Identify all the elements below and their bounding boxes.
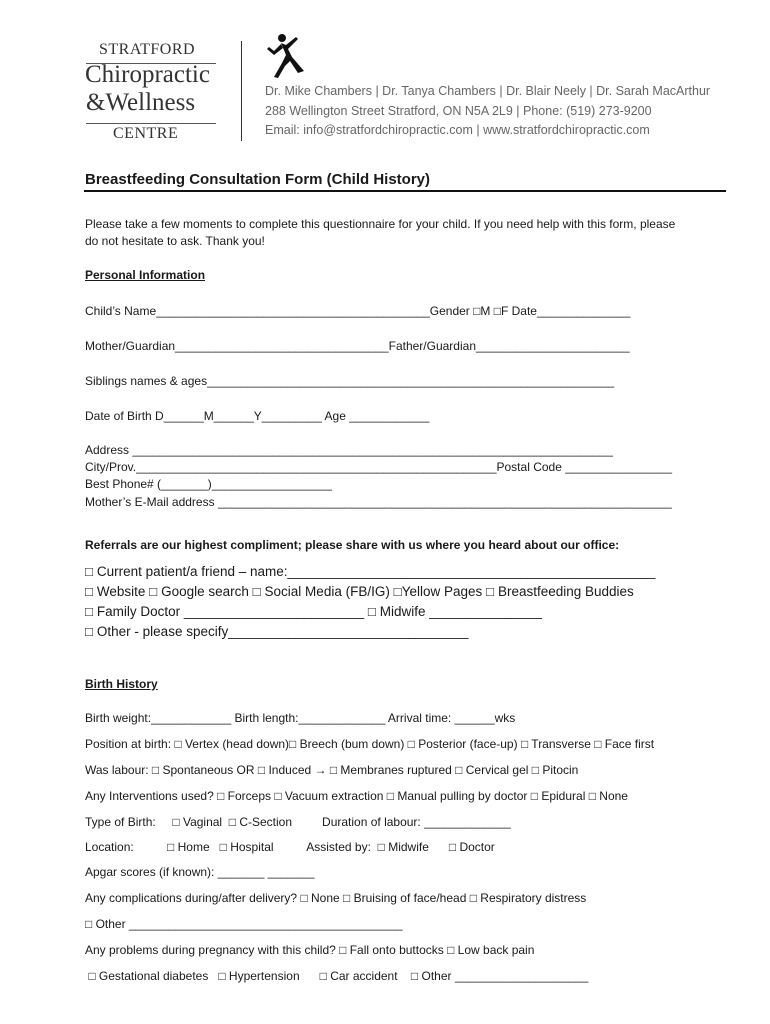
- pregnancy-problems-options-row[interactable]: □ Gestational diabetes □ Hypertension □ Car accident □ Other ____________________: [85, 969, 589, 983]
- birth-history-heading: Birth History: [85, 677, 158, 691]
- labour-row[interactable]: Was labour: □ Spontaneous OR □ Induced → □ Membranes ruptured □ Cervical gel □ Pitocin: [85, 763, 579, 777]
- referral-other[interactable]: □ Other - please specify________________________________: [85, 624, 469, 639]
- address-field[interactable]: Address ________________________________________________________________________: [85, 443, 613, 457]
- type-of-birth-row[interactable]: Type of Birth: □ Vaginal □ C-Section Duration of labour: _____________: [85, 815, 511, 829]
- siblings-field[interactable]: Siblings names & ages_____________________________________________________________: [85, 374, 615, 388]
- header-doctors: Dr. Mike Chambers | Dr. Tanya Chambers | Dr. Blair Neely | Dr. Sarah MacArthur: [265, 84, 711, 98]
- intro-text-line1: Please take a few moments to complete this questionnaire for your child. If you need help with this form, please: [85, 217, 676, 231]
- header-contact: Email: info@stratfordchiropractic.com | www.stratfordchiropractic.com: [265, 123, 650, 137]
- logo-line-centre: CENTRE: [113, 125, 179, 142]
- personal-info-heading: Personal Information: [85, 268, 206, 282]
- mother-email-field[interactable]: Mother’s E-Mail address ____________________________________________________________________: [85, 495, 672, 509]
- logo-line-stratford: STRATFORD: [99, 41, 196, 58]
- referral-heading: Referrals are our highest compliment; please share with us where you heard about our office:: [85, 538, 620, 552]
- best-phone-field[interactable]: Best Phone# (_______)__________________: [85, 477, 332, 491]
- childs-name-field[interactable]: Child’s Name_________________________________________Gender □M □F Date______________: [85, 304, 631, 318]
- title-underline: [84, 190, 726, 192]
- header-address: 288 Wellington Street Stratford, ON N5A 2L9 | Phone: (519) 273-9200: [265, 104, 652, 118]
- referral-doctor-midwife-row[interactable]: □ Family Doctor ________________________ □ Midwife _______________: [85, 604, 542, 619]
- complications-other-row[interactable]: □ Other _________________________________________: [85, 917, 403, 931]
- city-prov-field[interactable]: City/Prov.______________________________________________________Postal Code ________________: [85, 460, 672, 474]
- intro-text-line2: do not hesitate to ask. Thank you!: [85, 234, 265, 248]
- pregnancy-problems-row[interactable]: Any problems during pregnancy with this child? □ Fall onto buttocks □ Low back pain: [85, 943, 535, 957]
- logo-rule-bottom: [86, 123, 216, 124]
- kicking-figure-icon: [262, 33, 310, 79]
- logo-line-wellness: &Wellness: [86, 89, 196, 116]
- form-title: Breastfeeding Consultation Form (Child History): [85, 171, 431, 188]
- complications-row[interactable]: Any complications during/after delivery? □ None □ Bruising of face/head □ Respiratory distress: [85, 891, 587, 905]
- position-at-birth-row[interactable]: Position at birth: □ Vertex (head down)□ Breech (bum down) □ Posterior (face-up) □ Transverse □ Face first: [85, 737, 655, 751]
- guardian-field[interactable]: Mother/Guardian________________________________Father/Guardian_______________________: [85, 339, 630, 353]
- logo-line-chiropractic: Chiropractic: [85, 61, 210, 88]
- interventions-row[interactable]: Any Interventions used? □ Forceps □ Vacuum extraction □ Manual pulling by doctor □ Epidural □ None: [85, 789, 628, 803]
- location-row[interactable]: Location: □ Home □ Hospital Assisted by: □ Midwife □ Doctor: [85, 840, 495, 854]
- header-divider: [241, 41, 242, 141]
- referral-current-patient[interactable]: □ Current patient/a friend – name:_________________________________________________: [85, 564, 656, 579]
- referral-sources-row[interactable]: □ Website □ Google search □ Social Media (FB/IG) □Yellow Pages □ Breastfeeding Buddies: [85, 584, 634, 599]
- birth-weight-row[interactable]: Birth weight:____________ Birth length:_____________ Arrival time: ______wks: [85, 711, 516, 725]
- apgar-row[interactable]: Apgar scores (if known): _______ _______: [85, 865, 315, 879]
- date-of-birth-field[interactable]: Date of Birth D______M______Y_________ Age ____________: [85, 409, 430, 423]
